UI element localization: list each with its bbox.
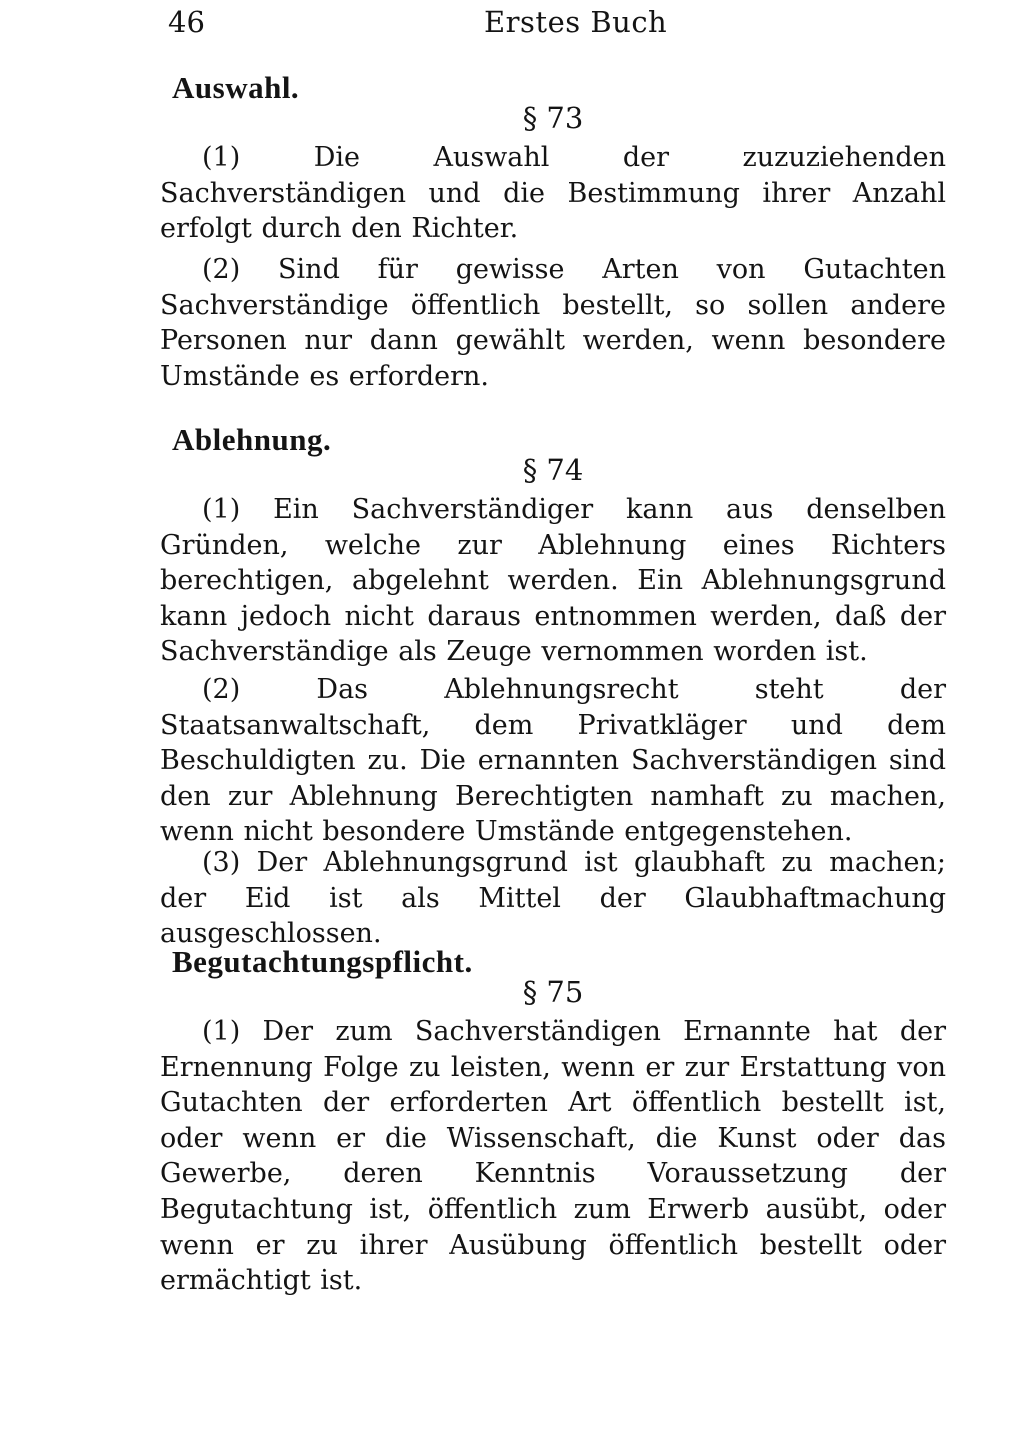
- paragraph-number-74: § 74: [522, 453, 584, 487]
- section-heading-ablehnung: Ablehnung.: [172, 422, 332, 457]
- section-heading-begutachtungspflicht: Begutachtungspflicht.: [172, 944, 473, 979]
- page-number: 46: [168, 5, 205, 39]
- book-title: Erstes Buch: [484, 5, 668, 39]
- section-heading-auswahl: Auswahl.: [172, 70, 300, 105]
- paragraph-number-73: § 73: [522, 101, 584, 135]
- clause-74-3: (3) Der Ablehnungsgrund ist glaubhaft zu machen; der Eid ist als Mittel der Glaubhaftmachung ausgeschlossen.: [160, 847, 946, 950]
- clause-74-2: (2) Das Ablehnungsrecht steht der Staatsanwaltschaft, dem Privatkläger und dem Beschuldigten zu. Die ernannten Sachverständigen sind den zur Ablehnung Berechtigten namhaft zu machen, wenn nicht besondere Umstände entgegenstehen.: [160, 674, 946, 848]
- clause-73-2: (2) Sind für gewisse Arten von Gutachten Sachverständige öffentlich bestellt, so sollen andere Personen nur dann gewählt werden, wenn besondere Umstände es erfordern.: [160, 254, 946, 392]
- clause-73-1: (1) Die Auswahl der zuzuziehenden Sachverständigen und die Bestimmung ihrer Anzahl erfolgt durch den Richter.: [160, 142, 946, 245]
- running-head: [160, 2, 946, 42]
- paragraph-number-75: § 75: [522, 975, 584, 1009]
- clause-74-1: (1) Ein Sachverständiger kann aus denselben Gründen, welche zur Ablehnung eines Richters berechtigen, abgelehnt werden. Ein Ablehnungsgrund kann jedoch nicht daraus entnommen werden, daß der Sachverständige als Zeuge vernommen worden ist.: [160, 494, 946, 668]
- clause-75-1: (1) Der zum Sachverständigen Ernannte hat der Ernennung Folge zu leisten, wenn er zur Erstattung von Gutachten der erforderten Art öffentlich bestellt ist, oder wenn er die Wissenschaft, die Kunst oder das Gewerbe, deren Kenntnis Voraussetzung der Begutachtung ist, öffentlich zum Erwerb ausübt, oder wenn er zu ihrer Ausübung öffentlich bestellt oder ermächtigt ist.: [160, 1016, 946, 1297]
